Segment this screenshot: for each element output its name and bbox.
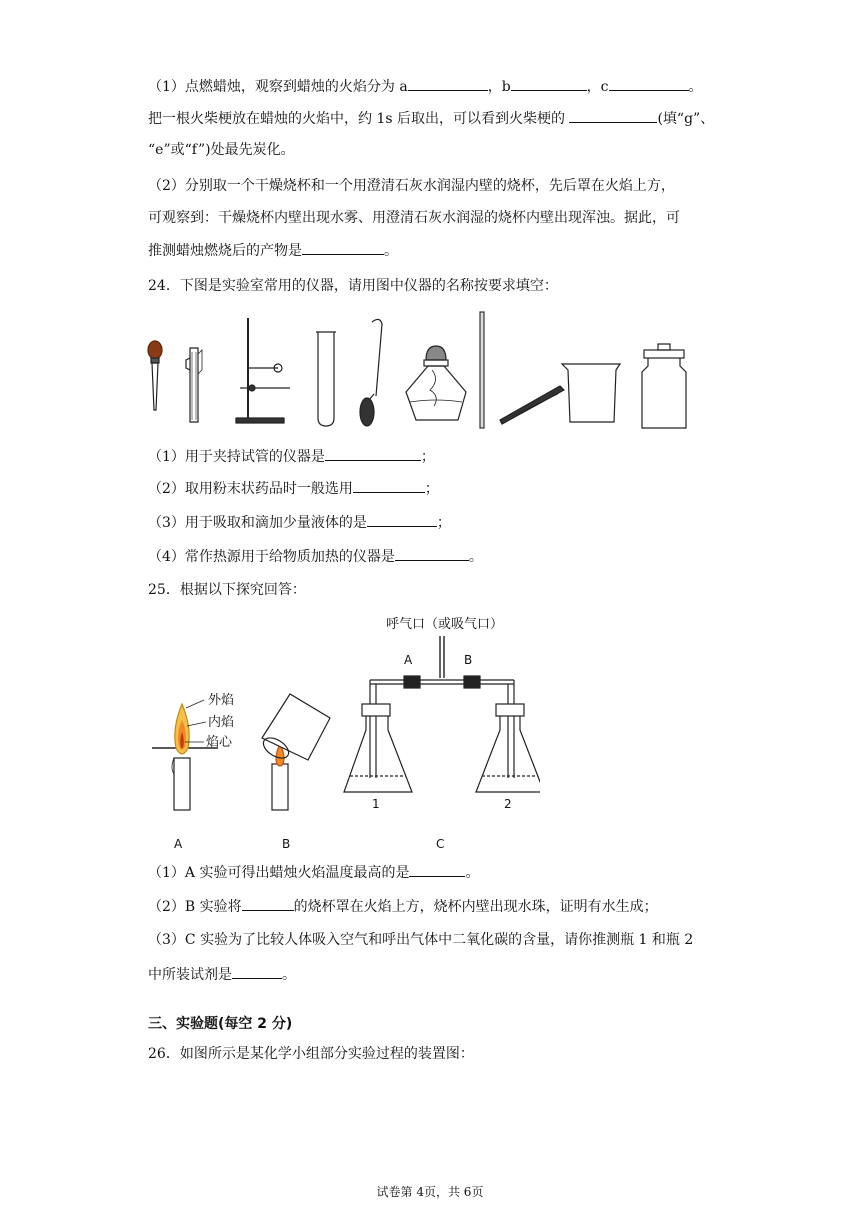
q23-part2-line2: 可观察到：干燥烧杯内壁出现水雾、用澄清石灰水润湿的烧杯内壁出现浑浊。据此，可 <box>148 210 680 226</box>
q23-part2-line3: 推测蜡烛燃烧后的产物是 。 <box>148 240 398 261</box>
q23-part1-line3: “e”或“f”)处最先炭化。 <box>148 142 295 158</box>
inner-flame-label: 内焰 <box>208 715 235 730</box>
clamp-a-label: A <box>404 653 413 667</box>
answer-blank-q24-3[interactable] <box>367 512 437 527</box>
lab-instruments-figure <box>140 310 700 430</box>
tweezers-icon <box>500 386 564 424</box>
q24-item-2: （2）取用粉末状药品时一般选用 ； <box>148 478 439 499</box>
glass-rod-icon <box>480 312 484 428</box>
dropper-icon <box>148 341 162 410</box>
bottle-1-label: 1 <box>372 797 380 811</box>
q25-item-3-line2: 中所装试剂是 。 <box>148 964 296 985</box>
q24-item-4: （4）常作热源用于给物质加热的仪器是 。 <box>148 546 483 567</box>
flame-core-label: 焰心 <box>206 735 233 750</box>
iron-stand-icon <box>236 318 290 423</box>
caption-b: B <box>282 837 291 851</box>
answer-blank-q24-2[interactable] <box>353 478 425 493</box>
answer-blank-q25-3[interactable] <box>232 964 282 979</box>
caption-c: C <box>436 837 445 851</box>
q23-part1-line1: （1）点燃蜡烛，观察到蜡烛的火焰分为 a ，b ，c 。 <box>148 76 703 97</box>
q25-experiment-figure <box>140 608 540 868</box>
wide-mouth-bottle-icon <box>642 344 686 428</box>
q24-item-3: （3）用于吸取和滴加少量液体的是 ； <box>148 512 451 533</box>
answer-blank-b[interactable] <box>511 76 587 91</box>
answer-blank-a[interactable] <box>408 76 488 91</box>
bottle-2-label: 2 <box>504 797 512 811</box>
candle-b-icon <box>260 694 330 810</box>
caption-a: A <box>174 837 183 851</box>
medicine-spoon-icon <box>360 319 382 426</box>
q25-item-3: （3）C 实验为了比较人体吸入空气和呼出气体中二氧化碳的含量，请你推测瓶 1 和瓶 2 <box>148 932 694 948</box>
outer-flame-label: 外焰 <box>208 693 235 708</box>
answer-blank-q24-1[interactable] <box>325 446 421 461</box>
alcohol-lamp-icon <box>406 346 466 420</box>
answer-blank-q24-4[interactable] <box>395 546 469 561</box>
q26-title: 26．如图所示是某化学小组部分实验过程的装置图： <box>148 1046 474 1062</box>
breath-port-label: 呼气口（或吸气口） <box>386 617 504 632</box>
test-tube-icon <box>316 332 336 426</box>
answer-blank-c[interactable] <box>609 76 689 91</box>
q24-title: 24．下图是实验室常用的仪器，请用图中仪器的名称按要求填空： <box>148 278 558 294</box>
q25-item-1: （1）A 实验可得出蜡烛火焰温度最高的是 。 <box>148 862 479 883</box>
q25-item-2: （2）B 实验将 的烧杯罩在火焰上方，烧杯内壁出现水珠，证明有水生成； <box>148 896 658 917</box>
answer-blank-match[interactable] <box>569 108 657 123</box>
answer-blank-product[interactable] <box>302 240 384 255</box>
clamp-b-label: B <box>464 653 473 667</box>
q24-item-1: （1）用于夹持试管的仪器是 ； <box>148 446 435 467</box>
test-tube-holder-icon <box>186 348 202 422</box>
section-3-heading: 三、实验题(每空 2 分) <box>148 1016 293 1032</box>
gas-flasks-icon <box>344 636 540 792</box>
q23-part1-line2: 把一根火柴梗放在蜡烛的火焰中，约 1s 后取出，可以看到火柴梗的 (填“g”、 <box>148 108 714 129</box>
q25-title: 25．根据以下探究回答： <box>148 582 306 598</box>
answer-blank-q25-2[interactable] <box>242 896 294 911</box>
beaker-icon <box>562 364 620 422</box>
page-footer: 试卷第 4页，共 6页 <box>376 1185 484 1199</box>
answer-blank-q25-1[interactable] <box>409 862 465 877</box>
q23-part2-line1: （2）分别取一个干燥烧杯和一个用澄清石灰水润湿内壁的烧杯，先后罩在火焰上方， <box>148 178 675 194</box>
